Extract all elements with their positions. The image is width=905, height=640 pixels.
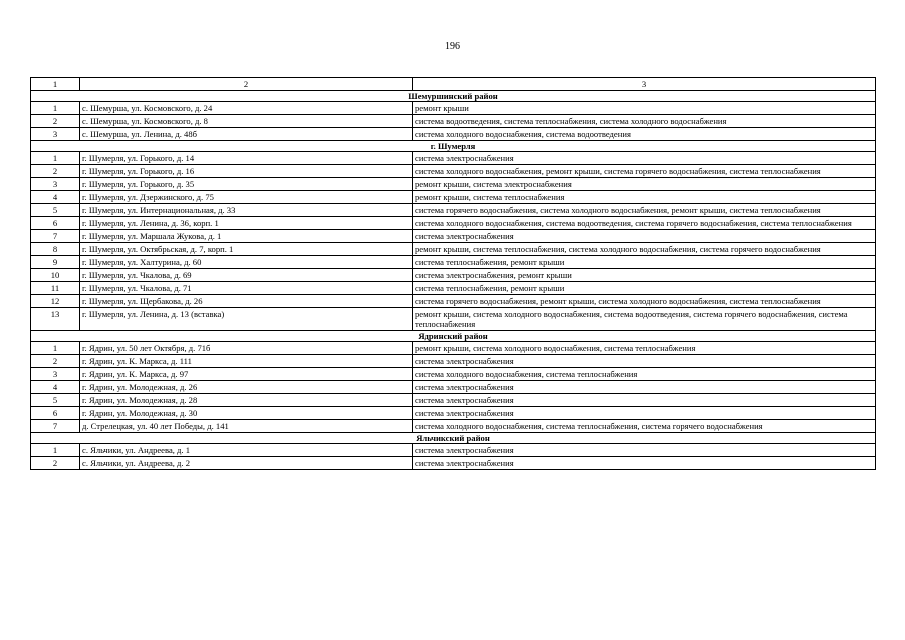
- table-header: [31, 78, 876, 91]
- row-address: с. Яльчики, ул. Андреева, д. 2: [80, 457, 413, 470]
- row-works: система теплоснабжения, ремонт крыши: [413, 256, 876, 269]
- row-number: 1: [31, 444, 80, 457]
- row-works: система электроснабжения: [413, 381, 876, 394]
- row-address: г. Шумерля, ул. Щербакова, д. 26: [80, 295, 413, 308]
- row-address: г. Шумерля, ул. Интернациональная, д. 33: [80, 204, 413, 217]
- row-address: г. Ядрин, ул. Молодежная, д. 26: [80, 381, 413, 394]
- row-address: д. Стрелецкая, ул. 40 лет Победы, д. 141: [80, 420, 413, 433]
- table-row: [31, 420, 876, 433]
- row-address: г. Шумерля, ул. Халтурина, д. 60: [80, 256, 413, 269]
- table-row: [31, 355, 876, 368]
- row-number: 9: [31, 256, 80, 269]
- row-works: ремонт крыши, система теплоснабжения, система холодного водоснабжения, система горячего водоснабжения: [413, 243, 876, 256]
- table-row: [31, 269, 876, 282]
- table-row: [31, 457, 876, 470]
- table-row: [31, 308, 876, 331]
- row-number: 3: [31, 368, 80, 381]
- row-address: г. Шумерля, ул. Ленина, д. 13 (вставка): [80, 308, 413, 331]
- table-row: [31, 178, 876, 191]
- row-address: г. Ядрин, ул. Молодежная, д. 30: [80, 407, 413, 420]
- row-works: система электроснабжения: [413, 152, 876, 165]
- row-number: 5: [31, 394, 80, 407]
- table-row: [31, 295, 876, 308]
- row-works: система холодного водоснабжения, система теплоснабжения: [413, 368, 876, 381]
- table-row: [31, 444, 876, 457]
- row-address: г. Шумерля, ул. Горького, д. 35: [80, 178, 413, 191]
- row-works: система электроснабжения: [413, 394, 876, 407]
- row-address: с. Шемурша, ул. Космовского, д. 8: [80, 115, 413, 128]
- district-header-row: [31, 91, 876, 102]
- row-address: г. Шумерля, ул. Горького, д. 14: [80, 152, 413, 165]
- table-row: [31, 165, 876, 178]
- district-title: Яльчикский район: [31, 433, 876, 444]
- table-row: [31, 394, 876, 407]
- row-address: г. Ядрин, ул. Молодежная, д. 28: [80, 394, 413, 407]
- row-number: 4: [31, 381, 80, 394]
- row-number: 5: [31, 204, 80, 217]
- row-address: г. Шумерля, ул. Горького, д. 16: [80, 165, 413, 178]
- table-row: [31, 256, 876, 269]
- row-works: система электроснабжения: [413, 444, 876, 457]
- row-works: система горячего водоснабжения, ремонт крыши, система холодного водоснабжения, система теплоснабжения: [413, 295, 876, 308]
- row-works: система холодного водоснабжения, ремонт крыши, система горячего водоснабжения, система теплоснабжения: [413, 165, 876, 178]
- row-works: система электроснабжения: [413, 355, 876, 368]
- district-title: г. Шумерля: [31, 141, 876, 152]
- table-row: [31, 407, 876, 420]
- row-number: 6: [31, 407, 80, 420]
- row-works: система электроснабжения, ремонт крыши: [413, 269, 876, 282]
- row-works: ремонт крыши: [413, 102, 876, 115]
- column-header-address: 2: [80, 78, 413, 91]
- table-row: [31, 152, 876, 165]
- row-number: 7: [31, 230, 80, 243]
- row-works: система электроснабжения: [413, 407, 876, 420]
- row-works: система электроснабжения: [413, 457, 876, 470]
- table-row: [31, 368, 876, 381]
- table-body: [31, 91, 876, 470]
- row-number: 4: [31, 191, 80, 204]
- row-address: г. Шумерля, ул. Дзержинского, д. 75: [80, 191, 413, 204]
- row-address: г. Ядрин, ул. 50 лет Октября, д. 71б: [80, 342, 413, 355]
- district-title: Шемуршинский район: [31, 91, 876, 102]
- table-row: [31, 204, 876, 217]
- table-row: [31, 381, 876, 394]
- row-works: система водоотведения, система теплоснабжения, система холодного водоснабжения: [413, 115, 876, 128]
- row-works: ремонт крыши, система электроснабжения: [413, 178, 876, 191]
- row-address: с. Яльчики, ул. Андреева, д. 1: [80, 444, 413, 457]
- district-header-row: [31, 433, 876, 444]
- row-address: г. Шумерля, ул. Октябрьская, д. 7, корп. 1: [80, 243, 413, 256]
- row-works: система холодного водоснабжения, система водоотведения, система горячего водоснабжения, система теплоснабжения: [413, 217, 876, 230]
- row-works: ремонт крыши, система холодного водоснабжения, система водоотведения, система горячего водоснабжения, система теплоснабжения: [413, 308, 876, 331]
- table-row: [31, 217, 876, 230]
- registry-table: [30, 77, 876, 470]
- row-works: система горячего водоснабжения, система холодного водоснабжения, ремонт крыши, система теплоснабжения: [413, 204, 876, 217]
- row-works: система холодного водоснабжения, система теплоснабжения, система горячего водоснабжения: [413, 420, 876, 433]
- row-number: 2: [31, 115, 80, 128]
- table-row: [31, 282, 876, 295]
- row-number: 3: [31, 128, 80, 141]
- row-number: 1: [31, 102, 80, 115]
- table-row: [31, 243, 876, 256]
- row-number: 2: [31, 355, 80, 368]
- row-number: 2: [31, 165, 80, 178]
- district-title: Ядринский район: [31, 331, 876, 342]
- row-address: г. Ядрин, ул. К. Маркса, д. 97: [80, 368, 413, 381]
- row-address: г. Шумерля, ул. Маршала Жукова, д. 1: [80, 230, 413, 243]
- row-works: ремонт крыши, система теплоснабжения: [413, 191, 876, 204]
- row-works: система электроснабжения: [413, 230, 876, 243]
- row-address: г. Шумерля, ул. Ленина, д. 36, корп. 1: [80, 217, 413, 230]
- row-number: 2: [31, 457, 80, 470]
- row-address: г. Шумерля, ул. Чкалова, д. 69: [80, 269, 413, 282]
- table-row: [31, 115, 876, 128]
- row-address: с. Шемурша, ул. Ленина, д. 48б: [80, 128, 413, 141]
- row-number: 6: [31, 217, 80, 230]
- table-row: [31, 102, 876, 115]
- row-number: 8: [31, 243, 80, 256]
- table-row: [31, 230, 876, 243]
- row-number: 10: [31, 269, 80, 282]
- row-number: 11: [31, 282, 80, 295]
- row-number: 1: [31, 152, 80, 165]
- page-number: 196: [445, 41, 460, 52]
- district-header-row: [31, 331, 876, 342]
- column-header-works: 3: [413, 78, 876, 91]
- row-address: г. Ядрин, ул. К. Маркса, д. 111: [80, 355, 413, 368]
- row-number: 7: [31, 420, 80, 433]
- column-header-number: 1: [31, 78, 80, 91]
- row-number: 12: [31, 295, 80, 308]
- row-works: ремонт крыши, система холодного водоснабжения, система теплоснабжения: [413, 342, 876, 355]
- row-number: 13: [31, 308, 80, 331]
- row-works: система теплоснабжения, ремонт крыши: [413, 282, 876, 295]
- district-header-row: [31, 141, 876, 152]
- row-address: с. Шемурша, ул. Космовского, д. 24: [80, 102, 413, 115]
- row-works: система холодного водоснабжения, система водоотведения: [413, 128, 876, 141]
- table-row: [31, 342, 876, 355]
- row-address: г. Шумерля, ул. Чкалова, д. 71: [80, 282, 413, 295]
- table-row: [31, 191, 876, 204]
- row-number: 3: [31, 178, 80, 191]
- table-row: [31, 128, 876, 141]
- row-number: 1: [31, 342, 80, 355]
